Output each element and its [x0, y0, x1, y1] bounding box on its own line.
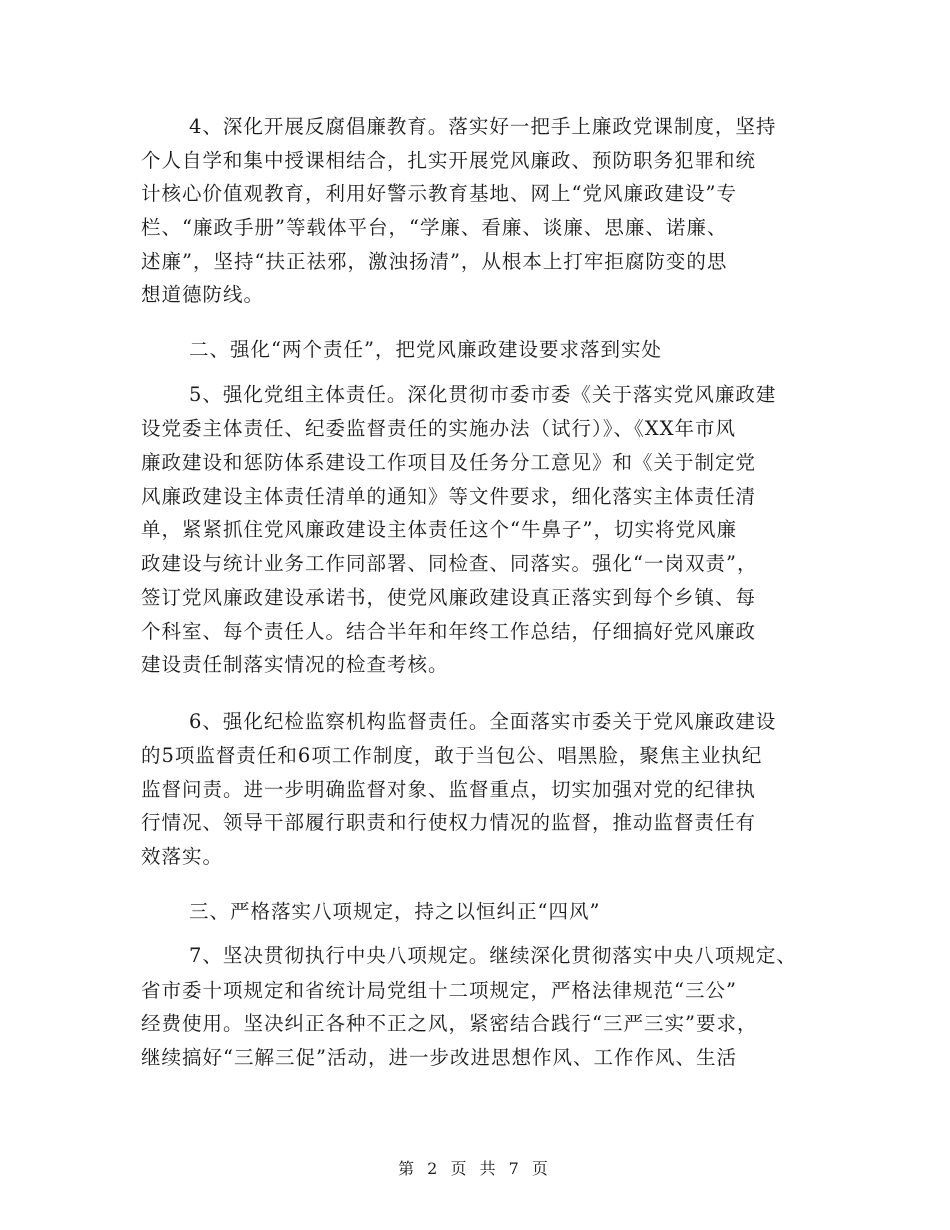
- text-line: 建设责任制落实情况的检查考核。: [141, 653, 449, 676]
- text-line: 5、强化党组主体责任。深化贯彻市委市委《关于落实党风廉政建: [189, 383, 777, 406]
- text-line: 6、强化纪检监察机构监督责任。全面落实市委关于党风廉政建设: [189, 710, 777, 733]
- text-line: 设党委主体责任、纪委监督责任的实施办法（试行）》、《XX年市风: [141, 417, 737, 440]
- text-line: 省市委十项规定和省统计局党组十二项规定，严格法律规范“三公”: [141, 979, 737, 1002]
- text-line: 想道德防线。: [141, 283, 265, 306]
- text-line: 的5项监督责任和6项工作制度，敢于当包公、唱黑脸，聚焦主业执纪: [141, 744, 763, 767]
- section-heading: 三、严格落实八项规定，持之以恒纠正“四风”: [189, 900, 601, 923]
- text-line: 行情况、领导干部履行职责和行使权力情况的监督，推动监督责任有: [141, 811, 757, 834]
- text-line: 述廉”，坚持“扶正祛邪，激浊扬清”，从根本上打牢拒腐防变的思: [141, 250, 728, 273]
- text-line: 7、坚决贯彻执行中央八项规定。继续深化贯彻落实中央八项规定、: [189, 944, 797, 967]
- text-line: 廉政建设和惩防体系建设工作项目及任务分工意见》和《关于制定党: [141, 451, 757, 474]
- text-line: 个科室、每个责任人。结合半年和年终工作总结，仔细搞好党风廉政: [141, 620, 757, 643]
- text-line: 计核心价值观教育，利用好警示教育基地、网上“党风廉政建设”专: [141, 182, 737, 205]
- text-line: 经费使用。坚决纠正各种不正之风，紧密结合践行“三严三实”要求，: [141, 1012, 758, 1035]
- text-line: 单，紧紧抓住党风廉政建设主体责任这个“牛鼻子”，切实将党风廉: [141, 518, 737, 541]
- text-line: 4、深化开展反腐倡廉教育。落实好一把手上廉政党课制度，坚持: [189, 115, 777, 138]
- text-line: 风廉政建设主体责任清单的通知》等文件要求，细化落实主体责任清: [141, 485, 757, 508]
- text-line: 栏、“廉政手册”等载体平台，“学廉、看廉、谈廉、思廉、诺廉、: [141, 216, 728, 239]
- text-line: 签订党风廉政建设承诺书，使党风廉政建设真正落实到每个乡镇、每: [141, 586, 757, 609]
- section-heading: 二、强化“两个责任”，把党风廉政建设要求落到实处: [189, 338, 662, 361]
- text-line: 政建设与统计业务工作同部署、同检查、同落实。强化“一岗双责”，: [141, 552, 758, 575]
- text-line: 效落实。: [141, 845, 224, 868]
- text-line: 继续搞好“三解三促”活动，进一步改进思想作风、工作作风、生活: [141, 1046, 737, 1069]
- text-line: 监督问责。进一步明确监督对象、监督重点，切实加强对党的纪律执: [141, 778, 757, 801]
- text-line: 个人自学和集中授课相结合，扎实开展党风廉政、预防职务犯罪和统: [141, 149, 757, 172]
- page-number-footer: 第 2 页 共 7 页: [398, 1159, 552, 1178]
